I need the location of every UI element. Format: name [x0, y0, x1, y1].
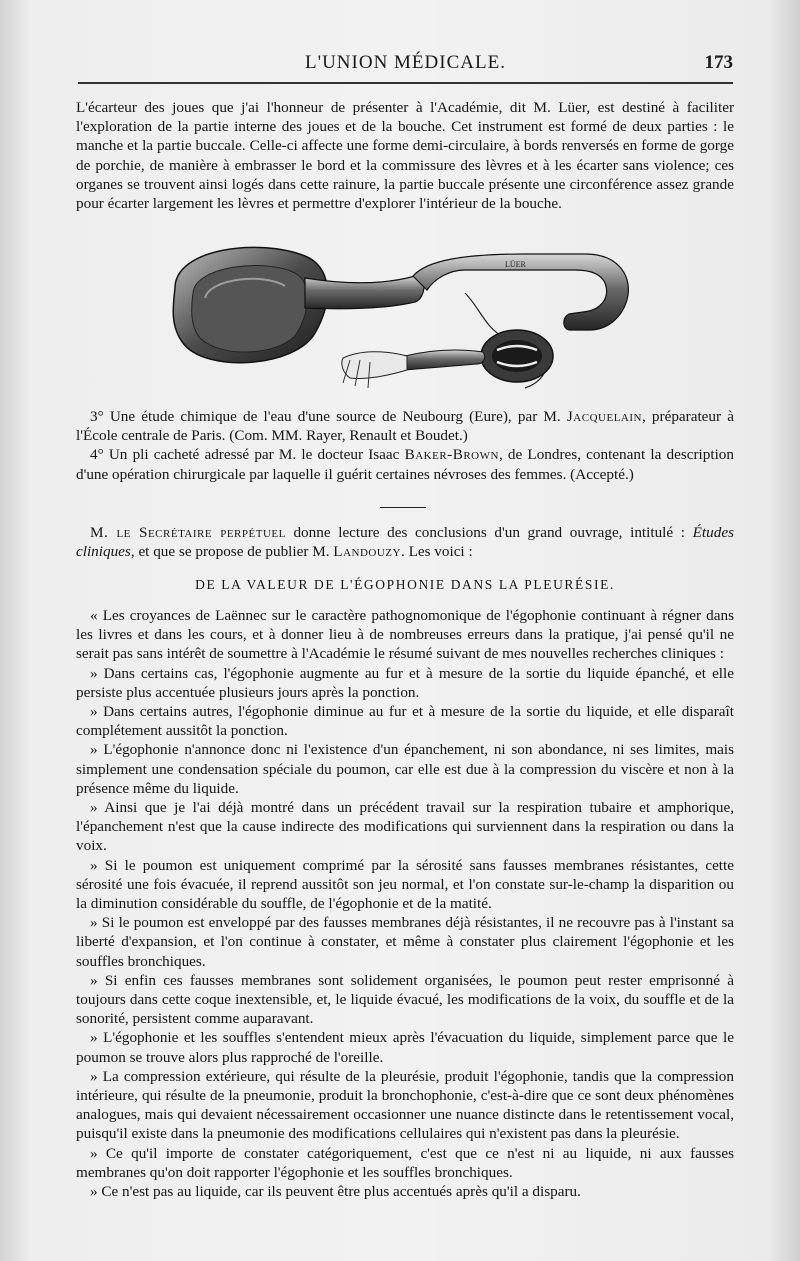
- body-paragraph: » Ce n'est pas au liquide, car ils peuvent être plus accentués après qu'il a disparu.: [90, 1183, 581, 1201]
- cheek-retractor-illustration: [165, 238, 635, 398]
- intro-paragraph: L'écarteur des joues que j'ai l'honneur de présenter à l'Académie, dit M. Lüer, est destiné à faciliter l'exploration de la partie interne des joues et de la bouche. Cet instrument est formé de deux parties : le manche et la partie buccale. Celle-ci affecte une forme demi-circulaire, à bords renversés en forme de gorge de porchie, de manière à embrasser le bord et la commissure des lèvres et à les écarter sans violence; ces organes se trouvent ainsi logés dans cette rainure, la partie buccale présente une circonférence assez grande pour écarter largement les lèvres et permettre d'explorer l'intérieur de la bouche.: [76, 99, 734, 213]
- work-title: Études cliniques,: [76, 524, 734, 561]
- body-paragraph: « Les croyances de Laënnec sur le caractère pathognomonique de l'égophonie continuant à régner dans les livres et dans les cours, et à donner lieu à de nombreuses erreurs dans la pratique, j'ai pensé qu'il ne serait pas sans intérêt de soumettre à l'Académie le résumé suivant de mes nouvelles recherches cliniques :: [76, 607, 734, 663]
- enumerated-items: [76, 407, 734, 484]
- item-4: 4° Un pli cacheté adressé par M. le docteur Isaac Baker-Brown, de Londres, contenant la description d'une opération chirurgicale par laquelle il guérit certaines névroses des femmes. (Accepté.): [76, 446, 734, 483]
- body-paragraph: » Dans certains cas, l'égophonie augmente au fur et à mesure de la sortie du liquide épanché, et elle persiste plus accentuée plusieurs jours après la ponction.: [76, 664, 734, 701]
- body-paragraph: » Ce qu'il importe de constater catégoriquement, c'est que ce n'est ni au liquide, ni aux fausses membranes qu'on doit rapporter l'égophonie et les souffles bronchiques.: [76, 1144, 734, 1181]
- section-separator: [380, 507, 426, 508]
- page-header: [78, 52, 733, 82]
- retractor-cup: [173, 247, 327, 362]
- author-name: Jacquelain: [566, 408, 642, 425]
- section-heading: DE LA VALEUR DE L'ÉGOPHONIE DANS LA PLEURÉSIE.: [195, 577, 615, 592]
- body-paragraph: » Si enfin ces fausses membranes sont solidement organisées, le poumon peut rester emprisonné à toujours dans cette coque inextensible, et, le liquide évacué, les modifications de la voix, du souffle et de la sonorité, persistent comme auparavant.: [76, 971, 734, 1028]
- body-paragraph: » L'égophonie n'annonce donc ni l'existence d'un épanchement, ni son abondance, ni ses limites, mais simplement une condensation spéciale du poumon, car elle est due à la compression du viscère et non à la présence même du liquide.: [76, 741, 734, 797]
- page-number: 173: [704, 52, 733, 73]
- running-title: L'UNION MÉDICALE.: [305, 52, 506, 73]
- secretary-paragraph: M. le Secrétaire perpétuel donne lecture des conclusions d'un grand ouvrage, intitulé : Études cliniques, et que se propose de publier M. Landouzy. Les voici :: [76, 524, 734, 561]
- secretary-title: M. le Secrétaire perpétuel: [90, 524, 286, 541]
- body-paragraph: » La compression extérieure, qui résulte de la pleurésie, produit l'égophonie, tandis que la compression intérieure, qui résulte de la pneumonie, produit la bronchophonie, c'est-à-dire que ce sont deux phénomènes analogues, mais qui devaient nécessairement occasionner une nuance distincte dans le retentissement vocal, puisqu'il existe dans la pneumonie des modifications cellulaires qui n'existent pas dans la pleurésie.: [76, 1067, 734, 1143]
- secretary-announcement: [76, 523, 734, 561]
- author-name: Baker-Brown: [404, 446, 499, 464]
- body-paragraph: » Ainsi que je l'ai déjà montré dans un précédent travail sur la respiration tubaire et amphorique, l'épanchement n'est que la cause indirecte des modifications qui surviennent dans la respiration ou dans la voix.: [76, 799, 734, 855]
- body-paragraph: » Si le poumon est uniquement comprimé par la sérosité sans fausses membranes résistantes, cette sérosité une fois évacuée, il reprend aussitôt son jeu normal, et l'on constate sur-le-champ la disparition ou la diminution considérable du souffle, de l'égophonie et de la matité.: [76, 856, 734, 913]
- header-rule: [78, 82, 733, 84]
- body-paragraph: » Si le poumon est enveloppé par des fausses membranes déjà résistantes, il ne recouvre pas à l'instant sa liberté d'expansion, et l'on continue à constater, et même à constater plus clairement l'égophonie et les souffles bronchiques.: [76, 914, 734, 970]
- engraving-label: LÜER: [505, 260, 526, 269]
- retractor-handle: [305, 254, 628, 330]
- body-text: [76, 606, 734, 1201]
- intro-block: [76, 98, 734, 213]
- item-3: 3° Une étude chimique de l'eau d'une source de Neubourg (Eure), par M. Jacquelain, préparateur à l'École centrale de Paris. (Com. MM. Rayer, Renault et Boudet.): [76, 408, 734, 445]
- author-name: Landouzy: [333, 543, 401, 561]
- body-paragraph: » L'égophonie et les souffles s'entendent mieux après l'évacuation du liquide, simplement parce que le poumon se trouve alors plus rapproché de l'oreille.: [76, 1029, 734, 1066]
- body-paragraph: » Dans certains autres, l'égophonie diminue au fur et à mesure de la sortie du liquide, et elle disparaît complétement aussitôt la ponction.: [76, 703, 734, 740]
